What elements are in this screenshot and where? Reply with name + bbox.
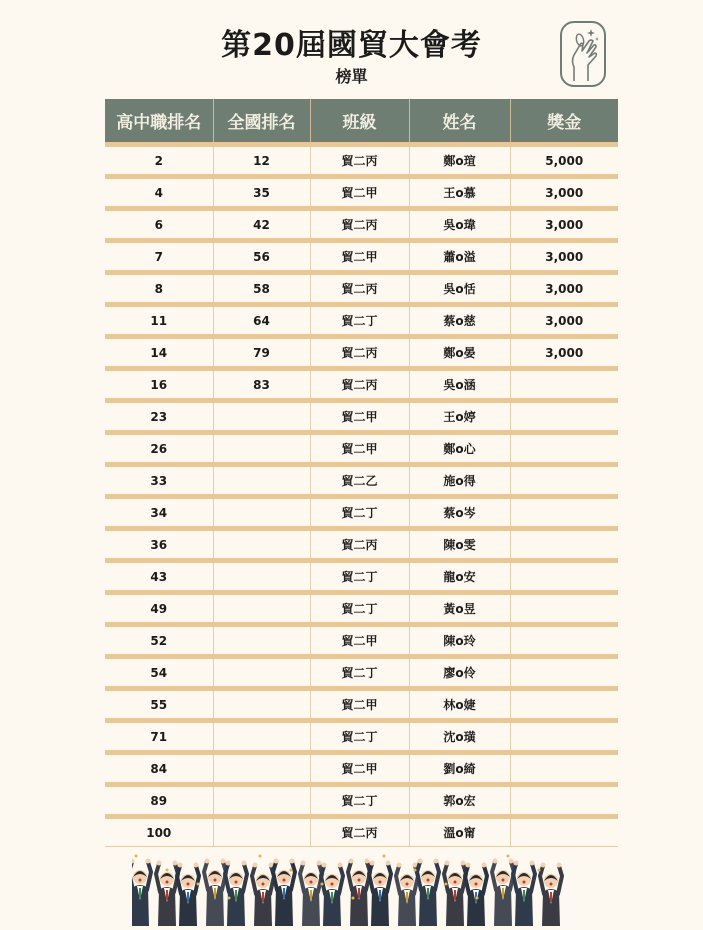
cell-school-rank: 49 (105, 593, 213, 625)
table-row (105, 145, 618, 177)
cheering-person (492, 859, 514, 927)
cell-name: 施o得 (409, 465, 510, 497)
cell-school-rank: 52 (105, 625, 213, 657)
cell-school-rank: 36 (105, 529, 213, 561)
cell-prize: 5,000 (510, 145, 618, 177)
cheering-person (177, 863, 199, 927)
cell-name: 郭o宏 (409, 785, 510, 817)
confetti-dot (445, 883, 448, 886)
cell-school-rank: 54 (105, 657, 213, 689)
table-row (105, 657, 618, 689)
cell-prize (510, 593, 618, 625)
cell-national-rank (213, 721, 310, 753)
cell-prize (510, 625, 618, 657)
cell-prize (510, 529, 618, 561)
cell-name: 蕭o溢 (409, 241, 510, 273)
table-row (105, 273, 618, 305)
cell-class: 貿二甲 (310, 433, 409, 465)
results-table-container (105, 99, 618, 847)
cell-class: 貿二丁 (310, 657, 409, 689)
cell-school-rank: 34 (105, 497, 213, 529)
cell-class: 貿二丙 (310, 817, 409, 847)
cheering-person (465, 863, 487, 927)
cell-name: 林o婕 (409, 689, 510, 721)
table-row (105, 497, 618, 529)
cell-national-rank (213, 401, 310, 433)
cell-national-rank (213, 433, 310, 465)
cell-class: 貿二甲 (310, 753, 409, 785)
cell-prize (510, 689, 618, 721)
cell-national-rank (213, 753, 310, 785)
table-row (105, 305, 618, 337)
cheering-person (132, 859, 151, 927)
cell-class: 貿二甲 (310, 177, 409, 209)
cell-class: 貿二甲 (310, 625, 409, 657)
cell-national-rank (213, 529, 310, 561)
cell-class: 貿二丙 (310, 273, 409, 305)
cell-national-rank: 79 (213, 337, 310, 369)
cell-school-rank: 43 (105, 561, 213, 593)
cell-class: 貿二丁 (310, 497, 409, 529)
cell-school-rank: 6 (105, 209, 213, 241)
confetti-dot (321, 883, 324, 886)
table-row (105, 337, 618, 369)
column-header-class: 班級 (310, 99, 409, 145)
column-header-national-rank: 全國排名 (213, 99, 310, 145)
cheering-person (540, 863, 562, 927)
cell-school-rank: 2 (105, 145, 213, 177)
cell-prize (510, 817, 618, 847)
cell-school-rank: 8 (105, 273, 213, 305)
results-table (105, 99, 618, 847)
cell-class: 貿二甲 (310, 401, 409, 433)
cell-school-rank: 71 (105, 721, 213, 753)
cell-name: 吳o涵 (409, 369, 510, 401)
cell-national-rank (213, 593, 310, 625)
cell-class: 貿二甲 (310, 241, 409, 273)
cell-school-rank: 84 (105, 753, 213, 785)
confetti-dot (259, 855, 262, 858)
cell-class: 貿二丁 (310, 593, 409, 625)
table-row (105, 401, 618, 433)
cell-name: 吳o瑋 (409, 209, 510, 241)
cell-prize (510, 433, 618, 465)
cheering-person (273, 859, 295, 927)
cell-name: 吳o恬 (409, 273, 510, 305)
confetti-dot (383, 855, 386, 858)
cheering-person (300, 861, 322, 927)
cheering-person (321, 863, 343, 927)
cell-prize (510, 369, 618, 401)
cell-prize (510, 401, 618, 433)
cell-name: 鄭o瑄 (409, 145, 510, 177)
cell-class: 貿二甲 (310, 689, 409, 721)
cell-prize: 3,000 (510, 241, 618, 273)
cell-class: 貿二丙 (310, 337, 409, 369)
cell-school-rank: 33 (105, 465, 213, 497)
cell-school-rank: 26 (105, 433, 213, 465)
table-row (105, 241, 618, 273)
cell-name: 蔡o慈 (409, 305, 510, 337)
cell-class: 貿二丁 (310, 721, 409, 753)
confetti-dot (352, 897, 355, 900)
cell-school-rank: 16 (105, 369, 213, 401)
column-header-school-rank: 高中職排名 (105, 99, 213, 145)
cheering-person (444, 861, 466, 927)
cell-national-rank: 64 (213, 305, 310, 337)
cell-name: 龍o安 (409, 561, 510, 593)
cell-school-rank: 4 (105, 177, 213, 209)
confetti-dot (414, 869, 417, 872)
cell-prize (510, 753, 618, 785)
cell-national-rank (213, 497, 310, 529)
cell-national-rank: 42 (213, 209, 310, 241)
confetti-dot (197, 883, 200, 886)
cell-name: 鄭o心 (409, 433, 510, 465)
confetti-dot (290, 869, 293, 872)
cell-class: 貿二丁 (310, 305, 409, 337)
cheering-person (204, 859, 226, 927)
page-subtitle: 榜單 (335, 67, 368, 86)
cell-class: 貿二丙 (310, 369, 409, 401)
cell-prize (510, 785, 618, 817)
cell-class: 貿二丁 (310, 785, 409, 817)
table-row (105, 433, 618, 465)
cell-national-rank: 83 (213, 369, 310, 401)
cell-national-rank (213, 689, 310, 721)
cheering-crowd-illustration (132, 852, 572, 926)
cell-prize: 3,000 (510, 305, 618, 337)
table-body (105, 145, 618, 847)
confetti-dot (538, 869, 541, 872)
cell-class: 貿二丙 (310, 209, 409, 241)
cell-school-rank: 55 (105, 689, 213, 721)
table-row (105, 177, 618, 209)
cell-class: 貿二丙 (310, 529, 409, 561)
cell-school-rank: 11 (105, 305, 213, 337)
cell-name: 王o婷 (409, 401, 510, 433)
cheering-person (513, 861, 535, 927)
cell-prize: 3,000 (510, 209, 618, 241)
cell-national-rank (213, 785, 310, 817)
cell-prize: 3,000 (510, 177, 618, 209)
cell-prize (510, 561, 618, 593)
cheering-person (252, 863, 274, 927)
hand-sparkle-icon (560, 21, 606, 87)
cell-class: 貿二丁 (310, 561, 409, 593)
cell-national-rank (213, 817, 310, 847)
cell-prize: 3,000 (510, 273, 618, 305)
cheering-person (225, 861, 247, 927)
table-row (105, 785, 618, 817)
cell-national-rank: 58 (213, 273, 310, 305)
cell-school-rank: 100 (105, 817, 213, 847)
table-row (105, 753, 618, 785)
cell-name: 蔡o岑 (409, 497, 510, 529)
cell-prize: 3,000 (510, 337, 618, 369)
column-header-prize: 獎金 (510, 99, 618, 145)
confetti-dot (166, 869, 169, 872)
cell-name: 劉o綺 (409, 753, 510, 785)
table-row (105, 529, 618, 561)
cell-national-rank (213, 625, 310, 657)
page-title: 第20屆國貿大會考 (221, 28, 482, 63)
cell-prize (510, 497, 618, 529)
table-row (105, 593, 618, 625)
cell-prize (510, 721, 618, 753)
cell-national-rank (213, 657, 310, 689)
cell-class: 貿二丙 (310, 145, 409, 177)
cell-national-rank (213, 465, 310, 497)
table-row (105, 209, 618, 241)
cheering-person (396, 863, 418, 927)
table-row (105, 465, 618, 497)
cell-name: 鄭o晏 (409, 337, 510, 369)
cell-school-rank: 23 (105, 401, 213, 433)
table-row (105, 817, 618, 847)
confetti-dot (135, 855, 138, 858)
confetti-dot (476, 897, 479, 900)
table-row (105, 369, 618, 401)
cell-school-rank: 14 (105, 337, 213, 369)
cheering-person (348, 859, 370, 927)
cell-name: 沈o璜 (409, 721, 510, 753)
cell-national-rank (213, 561, 310, 593)
confetti-dot (507, 855, 510, 858)
cell-prize (510, 657, 618, 689)
cell-school-rank: 89 (105, 785, 213, 817)
table-row (105, 721, 618, 753)
cell-name: 陳o雯 (409, 529, 510, 561)
cell-national-rank: 56 (213, 241, 310, 273)
cell-name: 廖o伶 (409, 657, 510, 689)
confetti-dot (228, 897, 231, 900)
cell-name: 黃o昱 (409, 593, 510, 625)
cell-name: 溫o甯 (409, 817, 510, 847)
table-row (105, 625, 618, 657)
cell-class: 貿二乙 (310, 465, 409, 497)
cell-school-rank: 7 (105, 241, 213, 273)
cheering-person (369, 861, 391, 927)
table-row (105, 561, 618, 593)
cell-name: 王o慕 (409, 177, 510, 209)
cell-national-rank: 12 (213, 145, 310, 177)
cell-prize (510, 465, 618, 497)
table-row (105, 689, 618, 721)
cheering-person (417, 859, 439, 927)
table-header-row (105, 99, 618, 145)
cell-name: 陳o玲 (409, 625, 510, 657)
cell-national-rank: 35 (213, 177, 310, 209)
column-header-name: 姓名 (409, 99, 510, 145)
